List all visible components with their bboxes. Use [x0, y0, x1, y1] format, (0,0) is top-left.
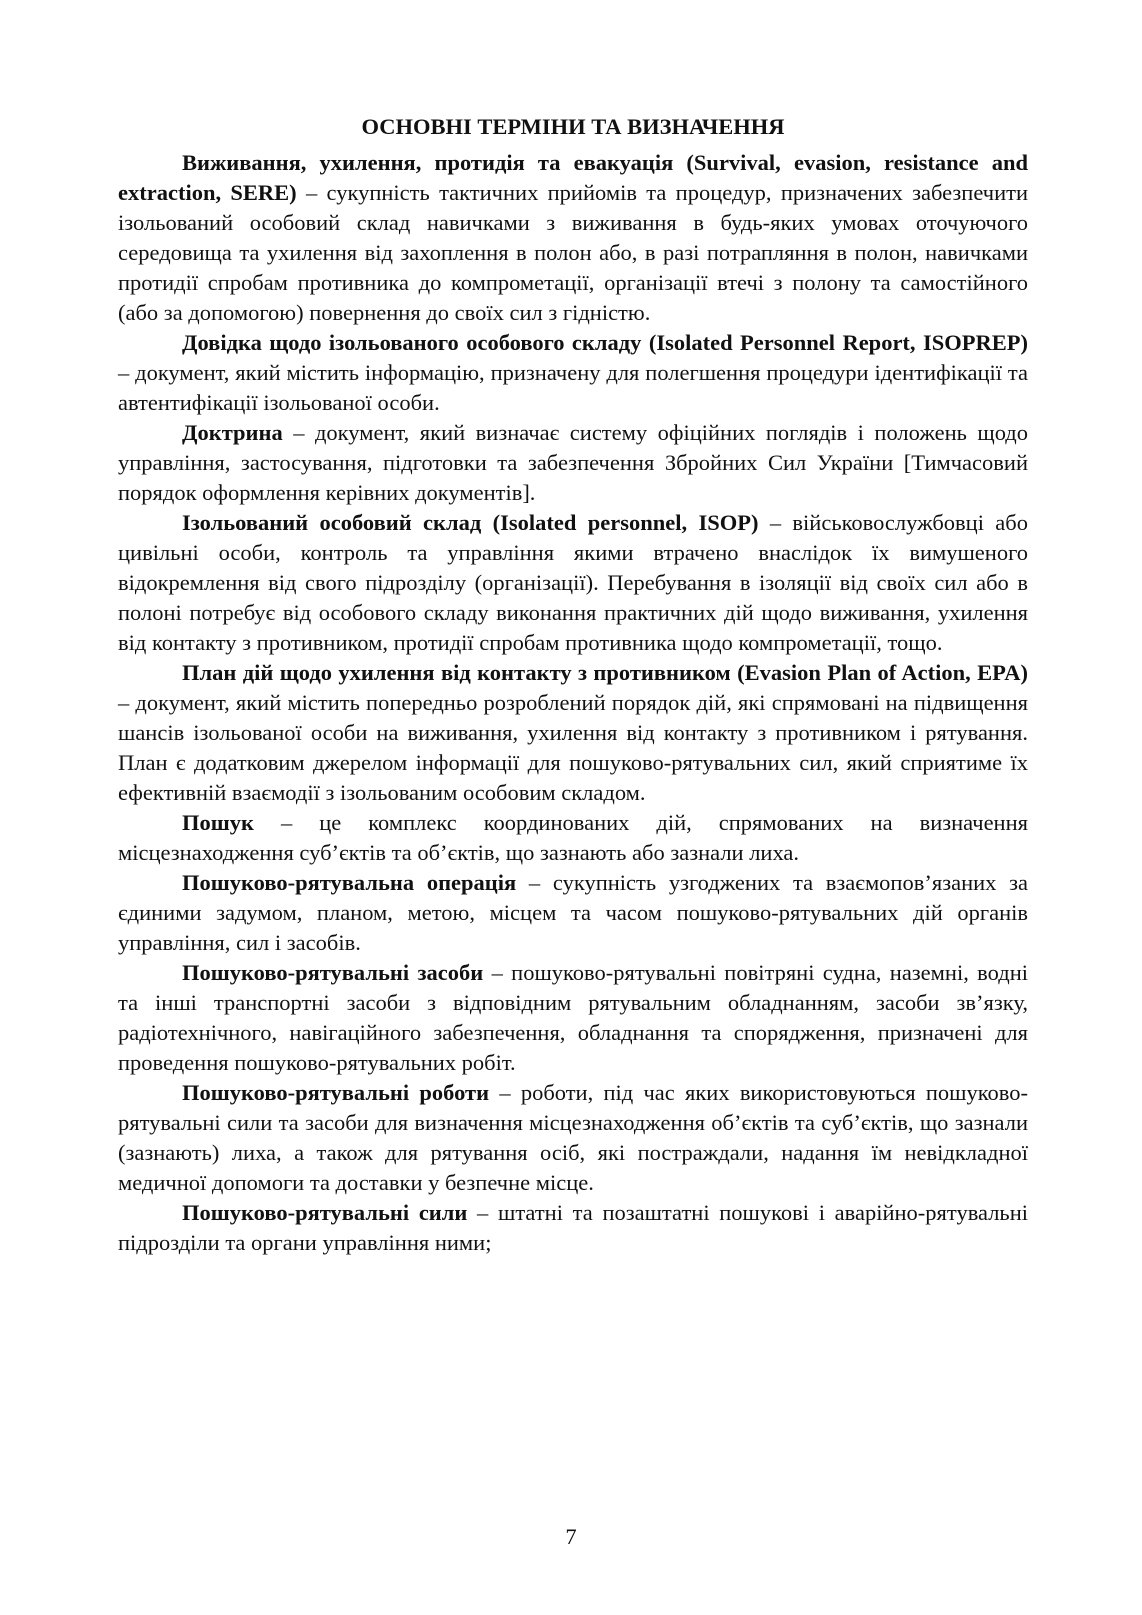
definition-entry-sar-forces — [118, 1198, 1028, 1258]
definition-entry-search — [118, 808, 1028, 868]
term-label: Ізольований особовий склад (Isolated personnel, ISOP) — [182, 510, 759, 535]
definition-entry-epa — [118, 658, 1028, 808]
term-label: Пошук — [182, 810, 254, 835]
term-label: Пошуково-рятувальні сили — [182, 1200, 468, 1225]
page-number: 7 — [565, 1524, 577, 1549]
term-label: Виживання, ухилення, протидія та евакуація (Survival, evasion, resistance and extraction, SERE) — [118, 150, 1028, 205]
definition-text: – сукупність тактичних прийомів та процедур, призначених забезпечити ізольований особовий склад навичками з виживання в будь-яких умовах оточуючого середовища та ухилення від захоплення в полон або, в разі потрапляння в полон, навичками протидії спробам противника до компрометації, організації втечі з полону та самостійного (або за допомогою) повернення до своїх сил з гідністю. — [118, 180, 1028, 325]
definition-entry-doctrine — [118, 418, 1028, 508]
definition-entry-sar-operation — [118, 868, 1028, 958]
definition-text: – пошуково-рятувальні повітряні судна, наземні, водні та інші транспортні засоби з відповідним рятувальним обладнанням, засоби зв’язку, радіотехнічного, навігаційного забезпечення, обладнання та спорядження, призначені для проведення пошуково-рятувальних робіт. — [118, 960, 1028, 1075]
term-label: План дій щодо ухилення від контакту з противником (Evasion Plan of Action, EPA) — [182, 660, 1028, 685]
term-label: Пошуково-рятувальні роботи — [182, 1080, 490, 1105]
definition-text: – військовослужбовці або цивільні особи, контроль та управління якими втрачено внаслідок їх вимушеного відокремлення від свого підрозділу (організації). Перебування в ізоляції від своїх сил або в полоні потребує від особового складу виконання практичних дій щодо виживання, ухилення від контакту з противником, протидії спробам противника щодо компрометації, тощо. — [118, 510, 1028, 655]
definition-text: – штатні та позаштатні пошукові і аварійно-рятувальні підрозділи та органи управління ними; — [118, 1200, 1028, 1255]
definition-text: – сукупність узгоджених та взаємопов’язаних за єдиними задумом, планом, метою, місцем та часом пошуково-рятувальних дій органів управління, сил і засобів. — [118, 870, 1028, 955]
definition-entry-sar-works — [118, 1078, 1028, 1198]
page-title: ОСНОВНІ ТЕРМІНИ ТА ВИЗНАЧЕННЯ — [361, 114, 785, 139]
term-label: Пошуково-рятувальна операція — [182, 870, 517, 895]
definition-text: – документ, який містить попередньо розроблений порядок дій, які спрямовані на підвищення шансів ізольованої особи на виживання, ухилення від контакту з противником і рятування. План є додатковим джерелом інформації для пошуково-рятувальних сил, який сприятиме їх ефективній взаємодії з ізольованим особовим складом. — [118, 690, 1028, 805]
term-label: Довідка щодо ізольованого особового складу (Isolated Personnel Report, ISOPREP) — [182, 330, 1028, 355]
definition-text: – це комплекс координованих дій, спрямованих на визначення місцезнаходження суб’єктів та об’єктів, що зазнають або зазнали лиха. — [118, 810, 1028, 865]
definition-text: – документ, який визначає систему офіційних поглядів і положень щодо управління, застосування, підготовки та забезпечення Збройних Сил України [Тимчасовий порядок оформлення керівних документів]. — [118, 420, 1028, 505]
term-label: Пошуково-рятувальні засоби — [182, 960, 484, 985]
term-label: Доктрина — [182, 420, 283, 445]
definition-entry-isoprep — [118, 328, 1028, 418]
definition-entry-sar-means — [118, 958, 1028, 1078]
definition-entry-sere — [118, 148, 1028, 328]
definition-entry-isop — [118, 508, 1028, 658]
definition-text: – документ, який містить інформацію, призначену для полегшення процедури ідентифікації та автентифікації ізольованої особи. — [118, 360, 1028, 415]
page-content — [118, 112, 1028, 1258]
definition-text: – роботи, під час яких використовуються пошуково-рятувальні сили та засоби для визначення місцезнаходження об’єктів та суб’єктів, що зазнали (зазнають) лиха, а також для рятування осіб, які постраждали, надання їм невідкладної медичної допомоги та доставки у безпечне місце. — [118, 1080, 1028, 1195]
